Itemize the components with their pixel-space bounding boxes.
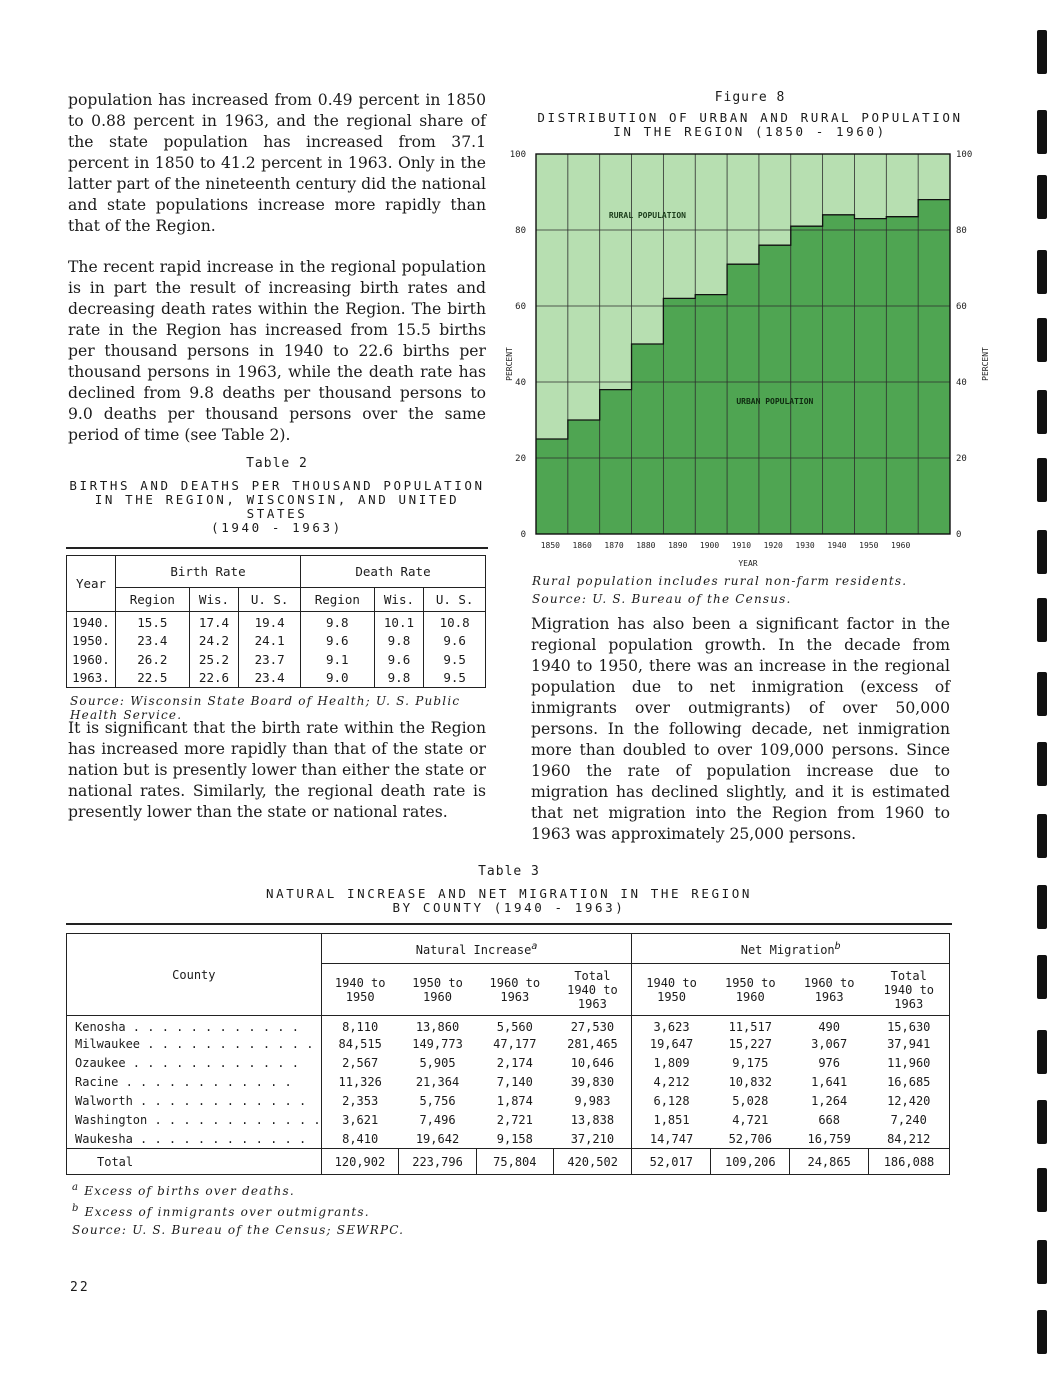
t3-value-cell: 52,706 [728, 1131, 772, 1146]
binding-mark [1037, 1030, 1047, 1074]
y-tick-label-left: 100 [509, 150, 526, 160]
t3-value-cell: 11,517 [728, 1020, 772, 1035]
x-tick-label: 1920 [763, 541, 783, 550]
t3-value-cell: 84,212 [887, 1131, 931, 1146]
t3-leader-dots: . . . . . . . . . . . . [125, 1056, 299, 1070]
t3-total-cell: 24,865 [790, 1149, 869, 1175]
t3-county-cell [67, 1054, 322, 1073]
t3-value-cell: 1,809 [653, 1056, 690, 1070]
figure-8-caption: Rural population includes rural non-farm residents. [532, 574, 908, 588]
t2-year-cell: 1960. [67, 650, 116, 669]
y-tick-label-left: 40 [515, 378, 526, 388]
t3-value-cell: 10,646 [553, 1054, 632, 1073]
t3-value-cell: 5,560 [496, 1020, 533, 1035]
t3-value-cell: 9,158 [496, 1131, 533, 1146]
paragraph-3: It is significant that the birth rate within the Region has increased more rapidly than that of the state or nation but is presently lower than either the state or national rates. Similarly, the regional death rate is presently lower than the state or national rates. [68, 719, 486, 821]
t3-value-cell: 37,941 [887, 1037, 931, 1051]
x-tick-label: 1950 [859, 541, 879, 550]
table-2-label: Table 2 [246, 456, 308, 471]
t3-leader-dots: . . . . . . . . . . . . [132, 1094, 307, 1108]
table-3-title-line2: BY COUNTY (1940 - 1963) [392, 900, 626, 915]
t3-value-cell: 3,621 [342, 1113, 379, 1127]
footnote-a-text: Excess of births over deaths. [84, 1184, 295, 1198]
t2-header-year: Year [67, 556, 116, 612]
table-row [67, 612, 486, 631]
t2-value-cell: 19.4 [239, 612, 301, 631]
t2-value-cell: 9.8 [374, 669, 424, 688]
t3-county-cell [67, 1016, 322, 1035]
t3-total-cell: 420,502 [553, 1149, 632, 1175]
t3-total-label: Total [67, 1149, 322, 1175]
urban-bar [568, 420, 600, 534]
t3-county-name: Walworth [75, 1094, 133, 1108]
binding-mark [1037, 1168, 1047, 1212]
t2-sub-header: Wis. [189, 588, 239, 612]
t3-county-name: Ozaukee [75, 1056, 126, 1070]
table-row [67, 631, 486, 650]
binding-mark [1037, 530, 1047, 574]
binding-mark [1037, 742, 1047, 786]
t2-value-cell: 15.5 [116, 612, 190, 631]
t3-value-cell: 5,905 [419, 1056, 456, 1070]
figure-8-title-line2: IN THE REGION (1850 - 1960) [613, 124, 887, 139]
t3-county-cell [67, 1130, 322, 1149]
t3-value-cell: 19,647 [649, 1037, 694, 1051]
t3-value-cell: 37,210 [553, 1130, 632, 1149]
t2-value-cell: 22.5 [116, 669, 190, 688]
x-tick-label: 1930 [795, 541, 815, 550]
t3-value-cell: 11,960 [887, 1056, 931, 1070]
t3-value-cell: 5,756 [419, 1094, 456, 1108]
t3-value-cell: 16,759 [807, 1131, 851, 1146]
t3-county-cell [67, 1092, 322, 1111]
t3-value-cell: 7,496 [419, 1113, 456, 1127]
binding-mark [1037, 1240, 1047, 1284]
figure-8-source: Source: U. S. Bureau of the Census. [532, 592, 792, 606]
paragraph-1: population has increased from 0.49 percent in 1850 to 0.88 percent in 1963, and the regional share of the state population has increased from 37.1 percent in 1850 to 41.2 percent in 1963. Only in the latter part of the nineteenth century did the national and state populations increase more rapidly than that of the Region. [68, 91, 486, 235]
figure-8-header [500, 90, 980, 139]
t3-header-natural-text: Natural Increase [415, 942, 532, 957]
t3-sub-header: 1940 to 1950 [321, 964, 399, 1016]
binding-mark [1037, 672, 1047, 716]
t3-value-cell: 1,641 [811, 1075, 848, 1089]
t2-value-cell: 23.4 [116, 631, 190, 650]
y-tick-label-right: 0 [956, 530, 962, 540]
binding-mark [1037, 390, 1047, 434]
footnote-b-text: Excess of inmigrants over outmigrants. [84, 1205, 370, 1219]
t3-value-cell: 2,567 [342, 1056, 379, 1070]
t3-value-cell: 13,838 [553, 1111, 632, 1130]
t3-value-cell: 11,326 [338, 1075, 382, 1089]
t3-total-cell: 186,088 [868, 1149, 949, 1175]
t3-value-cell: 6,128 [653, 1094, 690, 1108]
t3-value-cell: 47,177 [493, 1037, 537, 1051]
t2-value-cell: 10.8 [439, 615, 470, 631]
t3-value-cell: 15,227 [728, 1037, 772, 1051]
t3-leader-dots: . . . . . . . . . . . . [140, 1037, 314, 1051]
binding-mark [1037, 1100, 1047, 1144]
t3-county-cell [67, 1035, 322, 1054]
t3-value-cell: 27,530 [553, 1016, 632, 1035]
t2-value-cell: 24.1 [239, 631, 301, 650]
t3-value-cell: 281,465 [553, 1035, 632, 1054]
t3-leader-dots: . . . . . . . . . . . . [132, 1131, 307, 1146]
t3-value-cell: 15,630 [887, 1020, 931, 1035]
t3-sub-header: Total 1940 to 1963 [553, 964, 632, 1016]
t3-value-cell: 1,264 [811, 1094, 848, 1108]
t3-header-natural [321, 934, 632, 964]
urban-bar [823, 215, 855, 534]
t3-header-natural-sup: a [531, 940, 538, 952]
binding-mark [1037, 814, 1047, 858]
t3-value-cell: 149,773 [412, 1037, 463, 1051]
x-tick-label: 1900 [699, 541, 720, 550]
t3-total-row [67, 1149, 950, 1175]
t3-value-cell: 9,175 [732, 1056, 769, 1070]
table-3-footnote-a: $^a$ Excess of births over deaths. [72, 1182, 295, 1198]
t3-total-cell: 223,796 [399, 1149, 477, 1175]
t2-value-cell: 24.2 [189, 631, 239, 650]
t3-value-cell: 2,353 [342, 1094, 379, 1108]
rural-population-label: RURAL POPULATION [608, 210, 686, 220]
table-row [67, 1111, 950, 1130]
t2-value-cell: 10.1 [374, 612, 424, 631]
t2-value-cell: 17.4 [189, 612, 239, 631]
table-row [67, 1054, 950, 1073]
t3-sub-header: 1960 to 1963 [476, 964, 553, 1016]
table-row [67, 1130, 950, 1149]
t3-header-county: County [67, 934, 322, 1016]
t3-value-cell: 9,983 [553, 1092, 632, 1111]
table-row [67, 650, 486, 669]
y-tick-label-right: 60 [956, 302, 967, 312]
t2-value-cell: 9.6 [443, 632, 466, 648]
figure-8-chart [500, 140, 1000, 580]
t2-header-birth: Birth Rate [116, 556, 301, 588]
t3-county-name: Waukesha [75, 1131, 133, 1146]
urban-bar [600, 390, 632, 534]
t3-value-cell: 1,874 [496, 1094, 533, 1108]
table-2-block [66, 456, 488, 722]
t3-value-cell: 16,685 [887, 1075, 931, 1089]
t2-header-death: Death Rate [300, 556, 485, 588]
t3-value-cell: 7,240 [890, 1113, 927, 1127]
x-tick-label: 1940 [827, 541, 847, 550]
t3-total-cell: 109,206 [711, 1149, 790, 1175]
t2-sub-header: U. S. [239, 588, 301, 612]
table-2-title-line2: IN THE REGION, WISCONSIN, AND UNITED STATES [94, 492, 460, 521]
y-tick-label-left: 0 [520, 530, 526, 540]
table-3-label: Table 3 [478, 864, 540, 879]
urban-bar [759, 245, 791, 534]
t3-value-cell: 668 [818, 1113, 840, 1127]
t3-value-cell: 21,364 [415, 1075, 460, 1089]
t2-value-cell: 9.5 [443, 651, 466, 667]
x-tick-label: 1890 [668, 541, 688, 550]
t3-value-cell: 976 [818, 1056, 840, 1070]
y-tick-label-left: 60 [515, 302, 526, 312]
t2-value-cell: 25.2 [189, 650, 239, 669]
t2-year-cell: 1940. [67, 612, 116, 631]
t3-value-cell: 2,174 [496, 1056, 533, 1070]
t3-county-cell [67, 1073, 322, 1092]
t3-value-cell: 1,851 [653, 1113, 690, 1127]
t2-value-cell: 9.6 [300, 631, 374, 650]
y-axis-label-right: PERCENT [981, 347, 990, 381]
t3-total-cell: 75,804 [476, 1149, 553, 1175]
y-tick-label-right: 80 [956, 226, 967, 236]
t3-sub-header: 1940 to 1950 [632, 964, 711, 1016]
x-tick-label: 1910 [731, 541, 752, 550]
page-number: 22 [70, 1280, 90, 1295]
table-2-title-line1: BIRTHS AND DEATHS PER THOUSAND POPULATION [69, 478, 485, 493]
figure-8-title-line1: DISTRIBUTION OF URBAN AND RURAL POPULATION [537, 110, 963, 125]
table-3-block [66, 864, 952, 1237]
t3-county-name: Racine [75, 1075, 119, 1089]
t3-value-cell: 4,721 [732, 1113, 769, 1127]
table-row [67, 1016, 950, 1035]
t2-value-cell: 9.6 [374, 650, 424, 669]
t2-value-cell: 9.8 [374, 631, 424, 650]
x-axis-label: YEAR [738, 559, 758, 568]
t3-value-cell: 84,515 [338, 1037, 382, 1051]
binding-mark [1037, 175, 1047, 219]
y-tick-label-left: 20 [515, 454, 526, 464]
y-tick-label-left: 80 [515, 226, 526, 236]
t2-value-cell: 23.4 [239, 669, 301, 688]
t3-value-cell: 8,110 [342, 1020, 379, 1035]
t2-sub-header: Wis. [374, 588, 424, 612]
t3-value-cell: 39,830 [553, 1073, 632, 1092]
t2-year-cell: 1950. [67, 631, 116, 650]
urban-bar [854, 219, 886, 534]
y-tick-label-right: 40 [956, 378, 967, 388]
t3-value-cell: 4,212 [653, 1075, 690, 1089]
x-tick-label: 1880 [636, 541, 656, 550]
table-3-footnote-b: $^b$ Excess of inmigrants over outmigrants. [72, 1203, 370, 1219]
t3-value-cell: 8,410 [342, 1131, 379, 1146]
t3-value-cell: 7,140 [496, 1075, 533, 1089]
t2-sub-header: U. S. [424, 588, 486, 612]
x-tick-label: 1860 [572, 541, 592, 550]
y-tick-label-right: 20 [956, 454, 967, 464]
binding-mark [1037, 458, 1047, 502]
t3-value-cell: 490 [818, 1020, 840, 1035]
t3-county-name: Kenosha [75, 1020, 126, 1035]
t3-sub-header: 1950 to 1960 [711, 964, 790, 1016]
table-3-source: Source: U. S. Bureau of the Census; SEWRPC. [72, 1223, 405, 1237]
t2-sub-header: Region [116, 588, 190, 612]
t2-year-cell: 1963. [67, 669, 116, 688]
migration-paragraph: Migration has also been a significant factor in the regional population growth. In the decade from 1940 to 1950, there was an increase in the regional population due to net inmigration (excess of inmigrants over outmigrants) of over 50,000 persons. In the following decade, net inmigration more than doubled to over 109,000 persons. Since 1960 the rate of population increase due to migration has declined slightly, and it is estimated that net migration into the Region from 1960 to 1963 was approximately 25,000 persons. [531, 615, 950, 843]
x-tick-label: 1960 [891, 541, 911, 550]
binding-mark [1037, 598, 1047, 642]
t3-value-cell: 2,721 [496, 1113, 533, 1127]
urban-bar [918, 200, 950, 534]
t3-value-cell: 3,623 [653, 1020, 690, 1035]
urban-bar [791, 226, 823, 534]
table-row [67, 1073, 950, 1092]
t3-header-migration-text: Net Migration [740, 942, 835, 957]
urban-bar [632, 344, 664, 534]
t2-value-cell: 26.2 [116, 650, 190, 669]
binding-mark [1037, 30, 1047, 74]
t3-sub-header: Total 1940 to 1963 [868, 964, 949, 1016]
table-row [67, 669, 486, 688]
t2-value-cell: 9.0 [300, 669, 374, 688]
t3-county-name: Washington [75, 1113, 148, 1127]
t3-county-name: Milwaukee [75, 1037, 141, 1051]
t3-county-cell [67, 1111, 322, 1130]
table-2-source: Source: Wisconsin State Board of Health; U. S. Public Health Service. [70, 694, 461, 722]
table-row [67, 1092, 950, 1111]
t3-total-cell: 52,017 [632, 1149, 711, 1175]
binding-mark [1037, 110, 1047, 154]
urban-bar [695, 295, 727, 534]
t3-sub-header: 1950 to 1960 [399, 964, 477, 1016]
t3-value-cell: 13,860 [415, 1020, 460, 1035]
table-3-title-line1: NATURAL INCREASE AND NET MIGRATION IN THE REGION [265, 886, 753, 901]
table-3 [66, 933, 950, 1175]
binding-mark [1037, 318, 1047, 362]
binding-mark [1037, 1310, 1047, 1354]
x-tick-label: 1850 [540, 541, 560, 550]
y-axis-label-left: PERCENT [505, 347, 514, 381]
binding-mark [1037, 885, 1047, 929]
binding-mark [1037, 955, 1047, 999]
t3-header-migration [632, 934, 950, 964]
paragraph-2: The recent rapid increase in the regional population is in part the result of increasing birth rates and decreasing death rates within the Region. The birth rate in the Region has increased from 15.5 births per thousand persons in 1940 to 22.6 births per thousand persons in 1963, while the death rate has declined from 9.8 deaths per thousand persons to 9.0 deaths per thousand persons over the same period of time (see Table 2). [68, 258, 486, 444]
t3-value-cell: 3,067 [811, 1037, 848, 1051]
t3-header-migration-sup: b [834, 940, 841, 952]
t3-value-cell: 12,420 [887, 1094, 931, 1108]
table-2 [66, 555, 486, 688]
t2-value-cell: 9.5 [443, 670, 466, 686]
t2-value-cell: 23.7 [239, 650, 301, 669]
table-row [67, 1035, 950, 1054]
t3-value-cell: 19,642 [415, 1131, 460, 1146]
t3-sub-header: 1960 to 1963 [790, 964, 869, 1016]
x-tick-label: 1870 [604, 541, 624, 550]
binding-mark [1037, 250, 1047, 294]
t3-leader-dots: . . . . . . . . . . . . [147, 1113, 321, 1127]
t3-leader-dots: . . . . . . . . . . . . [125, 1020, 299, 1035]
t2-sub-header: Region [300, 588, 374, 612]
t3-value-cell: 14,747 [649, 1131, 694, 1146]
t2-value-cell: 9.8 [300, 612, 374, 631]
t3-value-cell: 5,028 [732, 1094, 769, 1108]
t2-value-cell: 9.1 [300, 650, 374, 669]
urban-bar [886, 217, 918, 534]
t3-leader-dots: . . . . . . . . . . . . [118, 1075, 292, 1089]
t2-value-cell: 22.6 [189, 669, 239, 688]
urban-bar [663, 298, 695, 534]
t3-value-cell: 10,832 [728, 1075, 772, 1089]
urban-bar [536, 439, 568, 534]
urban-population-label: URBAN POPULATION [736, 397, 814, 406]
t3-total-cell: 120,902 [321, 1149, 399, 1175]
table-2-title-line3: (1940 - 1963) [211, 520, 343, 535]
figure-8-label: Figure 8 [714, 90, 786, 105]
y-tick-label-right: 100 [956, 150, 973, 160]
